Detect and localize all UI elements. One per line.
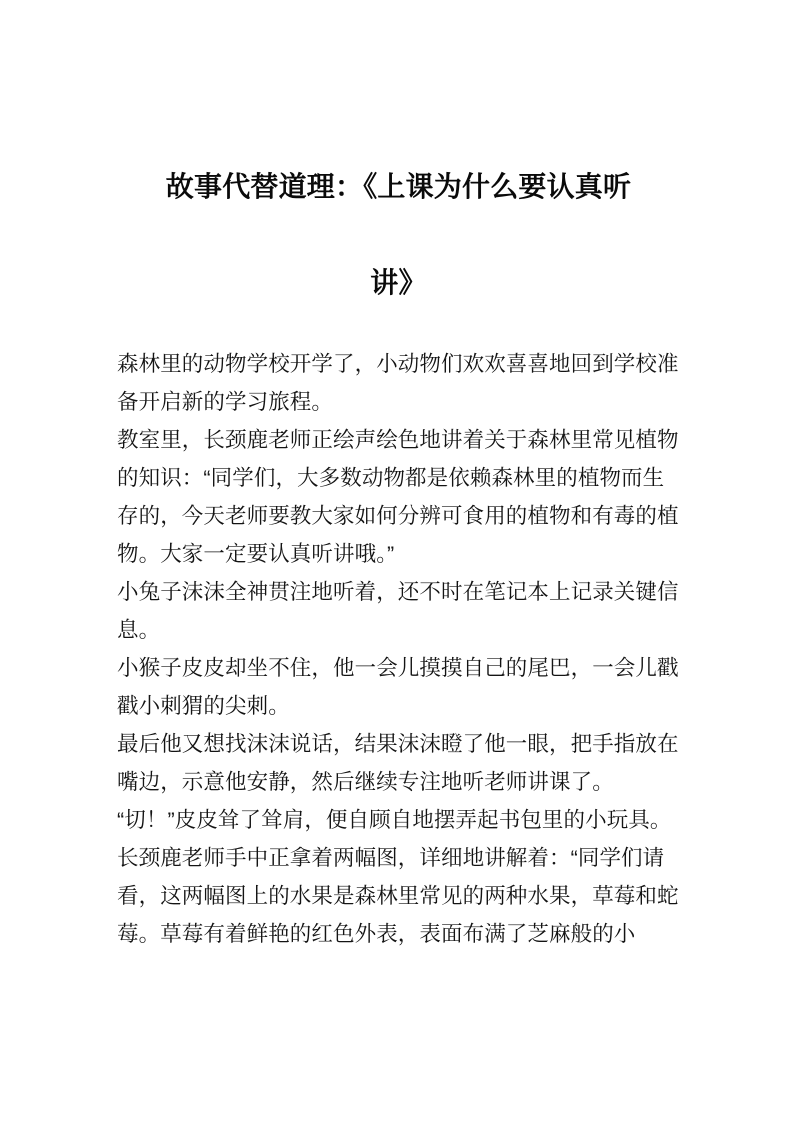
body-paragraph: “切！”皮皮耸了耸肩，便自顾自地摆弄起书包里的小玩具。 <box>117 808 672 832</box>
page-title <box>117 139 680 331</box>
body-paragraph: 森林里的动物学校开学了，小动物们欢欢喜喜地回到学校准备开启新的学习旅程。 <box>117 352 679 414</box>
body-paragraph: 小猴子皮皮却坐不住，他一会儿摸摸自己的尾巴，一会儿戳戳小刺猬的尖刺。 <box>117 656 679 718</box>
document-body <box>117 345 683 953</box>
body-paragraph: 最后他又想找沫沫说话，结果沫沫瞪了他一眼，把手指放在嘴边，示意他安静，然后继续专注地听老师讲课了。 <box>117 732 679 794</box>
page-title-line-1: 故事代替道理：《上课为什么要认真听 <box>165 170 632 202</box>
page-title-line-2: 讲》 <box>370 266 427 298</box>
body-paragraph: 教室里，长颈鹿老师正绘声绘色地讲着关于森林里常见植物的知识：“同学们，大多数动物都是依赖森林里的植物而生存的，今天老师要教大家如何分辨可食用的植物和有毒的植物。大家一定要认真听讲哦。” <box>117 428 679 566</box>
body-paragraph: 小兔子沫沫全神贯注地听着，还不时在笔记本上记录关键信息。 <box>117 580 679 642</box>
body-paragraph: 长颈鹿老师手中正拿着两幅图，详细地讲解着：“同学们请看，这两幅图上的水果是森林里常见的两种水果，草莓和蛇莓。草莓有着鲜艳的红色外表，表面布满了芝麻般的小 <box>117 846 679 946</box>
